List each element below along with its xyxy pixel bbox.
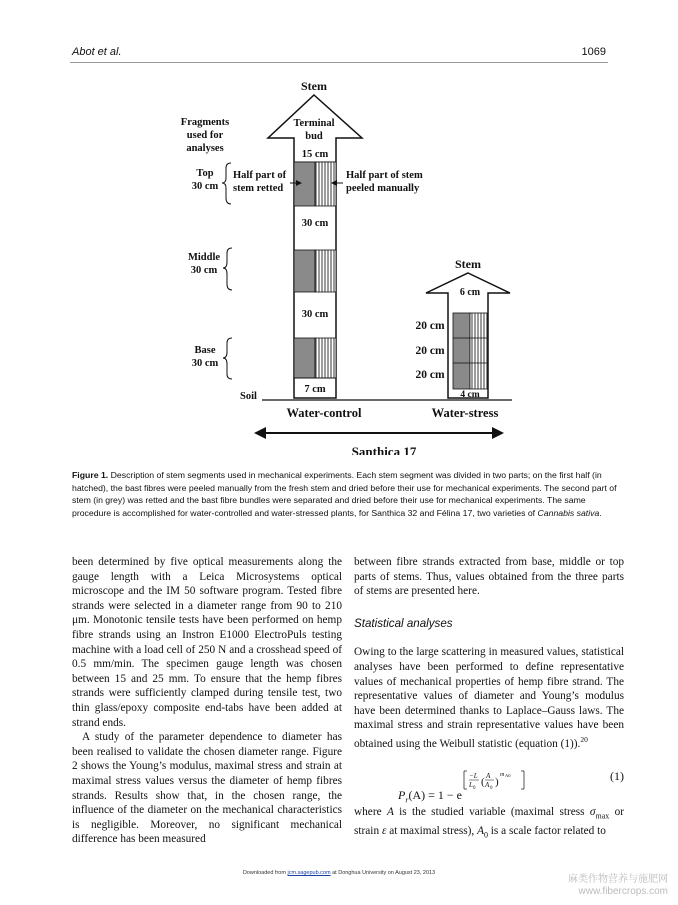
p3-text: at maximal stress),: [386, 825, 478, 838]
equation-1: [354, 759, 624, 805]
stress-peeled-segment: [470, 313, 487, 389]
top-peeled-segment: [315, 162, 336, 206]
footer-suffix: at Donghua University on August 23, 2013: [330, 870, 436, 876]
middle-label: Middle: [187, 252, 221, 263]
middle-retted-segment: [294, 250, 315, 292]
middle-length-label: 30 cm: [190, 265, 218, 276]
p3-text: where: [354, 806, 387, 819]
base-peeled-segment: [315, 338, 336, 378]
left-paragraph-2: A study of the parameter dependence to diameter has been realised to validate the chosen diameter range. Figure 2 shows the Young’s modulus, maximal stress and strain at maximal stress values versus the diameter of hemp fibres strands. Results show that, in the chosen range, the influence of the diameter on the mechanical characteristics is negligible. Moreover, no significant mechanical difference has been measured: [72, 731, 342, 846]
p3-text: is a scale factor related to: [487, 825, 606, 838]
equation-number: (1): [610, 769, 624, 784]
middle-peeled-segment: [315, 250, 336, 292]
symbol-A0: A: [477, 825, 484, 838]
right-paragraph-2-text: Owing to the large scattering in measured values, statistical analyses have been performed to define representative values of mechanical properties of hemp fibre strand. The representative values of diameter and Young’s modulus have been determined thanks to Laplace–Gauss laws. The maximal stress and strain representative values have been obtained using the Weibull statistic (equation (1)).: [354, 646, 624, 750]
fragments-label-line2: used for: [186, 130, 224, 141]
top-length-label: 30 cm: [191, 181, 219, 192]
middle-brace: [223, 248, 232, 290]
terminal-bud-line1: Terminal: [293, 118, 335, 129]
eq-mid: (A) = 1 − e: [408, 788, 462, 803]
caption-end: .: [599, 507, 602, 518]
arrowhead-left: [254, 427, 266, 439]
fragments-label-line1: Fragments: [180, 117, 230, 128]
arrowhead-right: [492, 427, 504, 439]
svg-text:0: 0: [490, 786, 493, 792]
base-retted-segment: [294, 338, 315, 378]
top-label: Top: [196, 168, 214, 179]
right-column: [354, 555, 624, 843]
section-heading: Statistical analyses: [354, 616, 453, 630]
header-rule: [70, 62, 608, 63]
svg-text:0: 0: [473, 786, 476, 792]
svg-text:): ): [495, 776, 499, 789]
soil-label: Soil: [240, 391, 257, 402]
footer-prefix: Downloaded from: [242, 870, 288, 876]
right-paragraph-3: [354, 805, 624, 843]
eq-exponent: [462, 769, 534, 791]
top-brace: [222, 163, 231, 204]
water-control-label: Water-control: [286, 406, 362, 420]
caption-species: Cannabis sativa: [537, 507, 600, 518]
p3-text: is the studied variable (maximal stress: [393, 806, 590, 819]
symbol-sigma-sub: max: [595, 811, 610, 821]
stem-label-water-stress: Stem: [455, 257, 481, 271]
segment-30cm-a-label: 30 cm: [301, 218, 329, 229]
svg-text:A: A: [486, 772, 491, 781]
watermark-line1: 麻类作物营养与施肥网: [568, 874, 668, 885]
running-head-authors: Abot et al.: [72, 46, 122, 58]
half-peeled-line2: peeled manually: [346, 183, 420, 194]
water-stress-label: Water-stress: [431, 406, 499, 420]
symbol-A: A: [386, 806, 394, 819]
stem-label: Stem: [301, 79, 327, 93]
svg-text:m: m: [500, 772, 505, 779]
base-brace: [223, 338, 232, 379]
figure-caption: [72, 469, 622, 519]
right-paragraph-2: [354, 645, 624, 751]
segment-6cm-label: 6 cm: [459, 287, 481, 298]
terminal-bud-line2: bud: [305, 131, 323, 142]
equation-body: [398, 769, 534, 808]
variety-label: Santhica 17: [351, 444, 417, 455]
base-length-label: 30 cm: [191, 358, 219, 369]
segment-30cm-b-label: 30 cm: [301, 309, 329, 320]
half-retted-line2: stem retted: [233, 183, 284, 194]
half-peeled-line1: Half part of stem: [346, 170, 423, 181]
svg-text:−L: −L: [469, 772, 478, 781]
symbol-epsilon: ε: [381, 825, 387, 838]
left-paragraph-1: been determined by five optical measurements along the gauge length with a Leica Microsystems optical microscope and the IM 50 software program. Tested fibre strands were selected in a diameter range from 90 to 210 μm. Monotonic tensile tests have been performed on hemp fibre strands using an Instron E1000 ElectroPuls testing machine with a load cell of 250 N and a crosshead speed of 0.5 mm/min. The specimen gauge length was chosen between 15 and 25 mm. To ensure that the hemp fibres strands were sufficiently clamped during tensile test, two thin glass/epoxy composite end-tabs have been added at strand ends.: [72, 556, 342, 729]
segment-7cm-label: 7 cm: [304, 384, 326, 395]
segment-20cm-c-label: 20 cm: [415, 369, 445, 381]
svg-text:A0: A0: [505, 773, 511, 779]
page-number: 1069: [581, 46, 606, 58]
footer-link[interactable]: jcm.sagepub.com: [287, 870, 331, 876]
symbol-A0-sub: 0: [483, 830, 488, 840]
p3-text: or strain: [354, 806, 625, 838]
citation-ref: 20: [580, 734, 588, 744]
svg-text:A: A: [485, 781, 490, 790]
symbol-sigma: σ: [589, 806, 596, 819]
segment-20cm-b-label: 20 cm: [415, 345, 445, 357]
right-paragraph-1: between fibre strands extracted from base, middle or top parts of stems. Thus, values obtained from the three parts of stems are presented here.: [354, 556, 624, 598]
eq-lhs: P: [398, 788, 406, 803]
figure-1-stem-diagram: [0, 70, 678, 455]
caption-label: Figure 1.: [72, 470, 109, 480]
watermark-line2: www.fibercrops.com: [578, 886, 668, 897]
segment-15cm-label: 15 cm: [301, 149, 329, 160]
base-label: Base: [194, 345, 216, 356]
caption-text: Description of stem segments used in mechanical experiments. Each stem segment was divided in two parts; on the first half (in hatched), the bast fibres were peeled manually from the fresh stem and dried before their use for mechanical experiments. The second part of stem (in grey) was retted and the bast fibre bundles were separated and dried before their use for mechanical experiments. The same procedure is accomplished for water-controlled and water-stressed plants, for Santhica 32 and Félina 17, two varieties of: [72, 470, 617, 518]
watermark: [568, 874, 668, 898]
stress-retted-segment: [453, 313, 470, 389]
segment-20cm-a-label: 20 cm: [415, 320, 445, 332]
left-column: [72, 555, 342, 847]
svg-text:(: (: [481, 776, 485, 789]
half-retted-line1: Half part of: [233, 170, 287, 181]
svg-text:L: L: [469, 781, 473, 790]
fragments-label-line3: analyses: [186, 143, 224, 154]
segment-4cm-label: 4 cm: [460, 390, 480, 400]
eq-lhs-sub: r: [405, 795, 409, 805]
